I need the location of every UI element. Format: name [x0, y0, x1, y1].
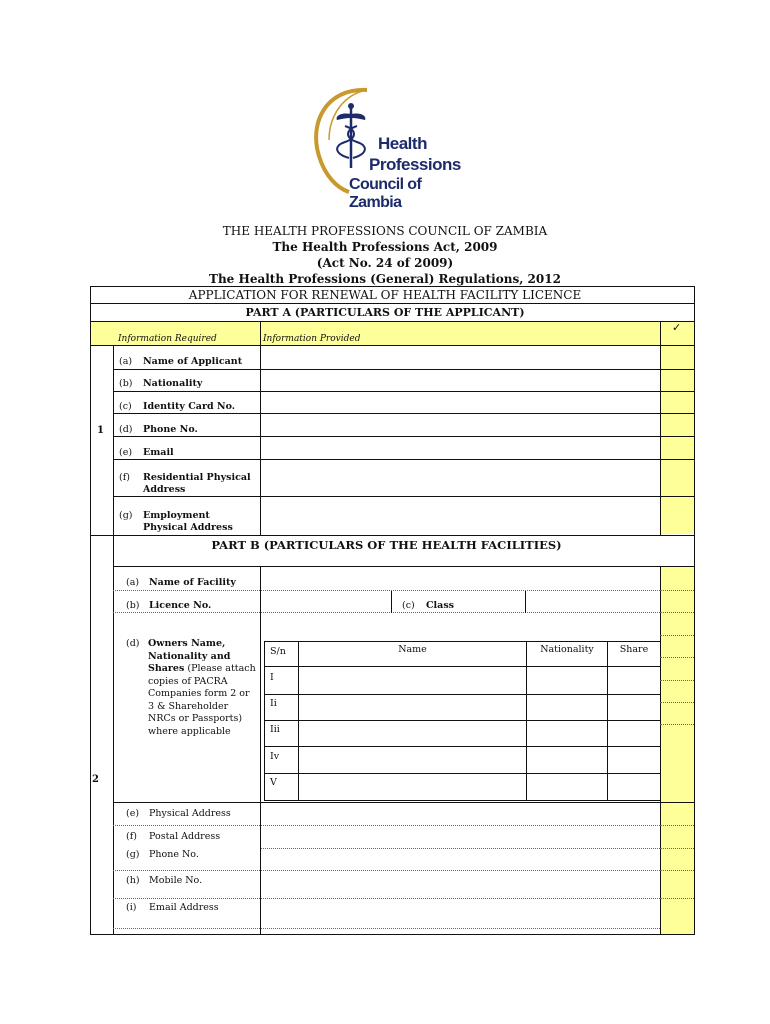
owners-row-2: Ii: [270, 698, 277, 709]
employment-address-label: Employment Physical Address: [143, 510, 233, 533]
residential-address-label: Residential Physical Address: [143, 472, 251, 495]
mobile-no-label: Mobile No.: [149, 875, 203, 886]
owner-share-cell[interactable]: [608, 667, 660, 694]
heading-council: THE HEALTH PROFESSIONS COUNCIL OF ZAMBIA: [222, 224, 548, 238]
owners-header-sn: S/n: [270, 646, 286, 657]
council-logo: [305, 84, 475, 211]
column-information-provided: Information Provided: [263, 334, 361, 344]
owners-row-5: V: [270, 777, 277, 788]
owners-header-nationality: Nationality: [540, 644, 594, 655]
licence-no-label: Licence No.: [149, 600, 212, 611]
class-input[interactable]: [526, 591, 660, 612]
licence-no-input[interactable]: [261, 591, 391, 612]
heading-act: The Health Professions Act, 2009: [272, 240, 498, 254]
postal-address-input[interactable]: [261, 826, 660, 848]
owners-row-4: Iv: [270, 751, 280, 762]
name-of-applicant-input[interactable]: [261, 346, 660, 369]
owners-header-name: Name: [398, 644, 427, 655]
employment-address-input[interactable]: [261, 497, 660, 535]
owner-name-cell[interactable]: [299, 667, 526, 694]
phone-no-label: Phone No.: [149, 849, 199, 860]
residential-address-input[interactable]: [261, 460, 660, 496]
name-of-applicant-label: Name of Applicant: [143, 356, 243, 367]
phone-label: Phone No.: [143, 424, 198, 435]
part-a-title: PART A (PARTICULARS OF THE APPLICANT): [245, 306, 525, 319]
owner-nationality-cell[interactable]: [527, 667, 607, 694]
identity-card-input[interactable]: [261, 392, 660, 413]
heading-regulations: The Health Professions (General) Regulations, 2012: [209, 272, 561, 286]
logo-line-1: Health: [378, 134, 427, 153]
physical-address-input[interactable]: [261, 803, 660, 825]
logo-line-3: Council of Zambia: [349, 176, 422, 211]
owners-header-share: Share: [619, 644, 649, 655]
identity-card-label: Identity Card No.: [143, 401, 236, 412]
phone-no-input[interactable]: [261, 849, 660, 870]
section-number-1: 1: [97, 425, 104, 436]
nationality-label: Nationality: [143, 378, 203, 389]
logo-line-2: Professions: [369, 155, 461, 174]
mobile-no-input[interactable]: [261, 871, 660, 898]
email-input[interactable]: [261, 437, 660, 459]
email-address-label: Email Address: [149, 902, 219, 913]
class-label: Class: [426, 600, 455, 611]
form-title: APPLICATION FOR RENEWAL OF HEALTH FACILITY LICENCE: [188, 288, 582, 302]
part-b-title: PART B (PARTICULARS OF THE HEALTH FACILITIES): [211, 538, 562, 552]
physical-address-label: Physical Address: [149, 808, 231, 819]
phone-input[interactable]: [261, 414, 660, 436]
postal-address-label: Postal Address: [149, 831, 221, 842]
owners-row-3: Iii: [270, 724, 280, 735]
check-mark-icon: ✓: [672, 321, 682, 334]
name-of-facility-label: Name of Facility: [149, 577, 236, 588]
owners-row-1: I: [270, 672, 274, 683]
email-address-input[interactable]: [261, 899, 660, 928]
section-number-2: 2: [92, 774, 99, 785]
heading-act-no: (Act No. 24 of 2009): [316, 256, 454, 270]
email-label: Email: [143, 447, 174, 458]
name-of-facility-input[interactable]: [261, 567, 660, 590]
owners-label: Owners Name, Nationality and Shares (Please attach copies of PACRA Companies form 2 or 3 & Shareholder NRCs or Passports) where applicable: [148, 638, 256, 737]
column-information-required: Information Required: [118, 334, 217, 344]
nationality-input[interactable]: [261, 370, 660, 391]
